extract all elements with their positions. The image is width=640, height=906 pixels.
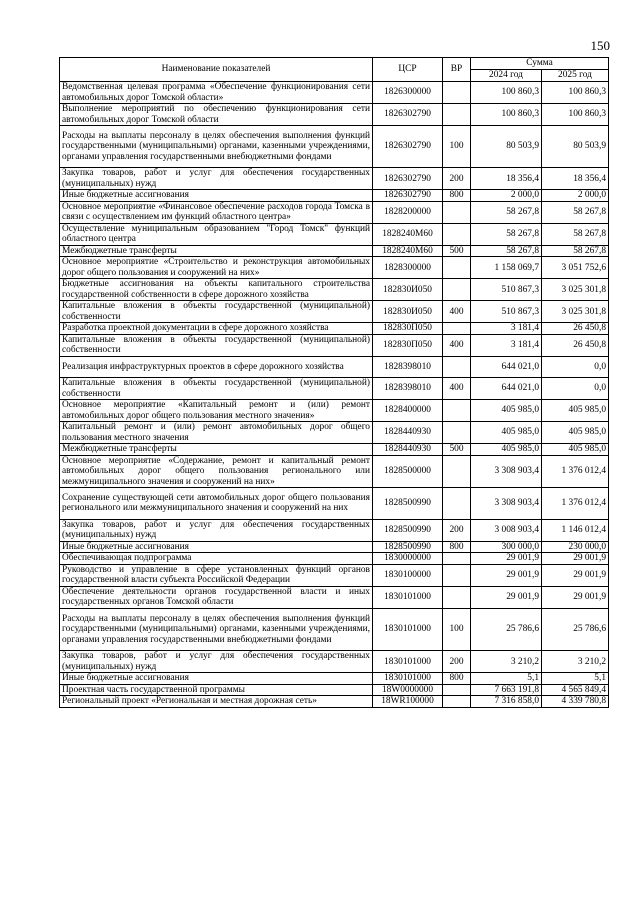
row-sum-2025: 100 860,3 — [542, 104, 609, 126]
row-vr — [443, 356, 471, 377]
row-sum-2024: 510 867,3 — [471, 301, 542, 323]
row-name: Межбюджетные трансферты — [60, 444, 373, 456]
row-vr — [443, 422, 471, 444]
row-sum-2024: 100 860,3 — [471, 104, 542, 126]
row-csr: 1826302790 — [373, 190, 443, 202]
row-name: Иные бюджетные ассигнования — [60, 541, 373, 553]
row-vr: 100 — [443, 608, 471, 650]
row-vr — [443, 553, 471, 565]
table-row — [60, 82, 609, 104]
row-name: Основное мероприятие «Строительство и реконструкция автомобильных дорог общего пользования и сооружений на них» — [60, 257, 373, 279]
row-sum-2025: 58 267,8 — [542, 201, 609, 223]
row-name: Сохранение существующей сети автомобильных дорог общего пользования регионального или межмуниципального значения и сооружений на них — [60, 488, 373, 520]
row-vr — [443, 82, 471, 104]
row-sum-2024: 510 867,3 — [471, 279, 542, 301]
row-csr: 1828400000 — [373, 400, 443, 422]
row-sum-2025: 1 376 012,4 — [542, 455, 609, 488]
row-sum-2025: 405 985,0 — [542, 422, 609, 444]
row-sum-2024: 3 308 903,4 — [471, 455, 542, 488]
row-sum-2024: 644 021,0 — [471, 378, 542, 400]
row-name: Осуществление муниципальным образованием "Город Томск" функций областного центра — [60, 223, 373, 245]
row-name: Реализация инфраструктурных проектов в сфере дорожного хозяйства — [60, 356, 373, 377]
table-row — [60, 422, 609, 444]
table-row — [60, 378, 609, 400]
row-name: Межбюджетные трансферты — [60, 245, 373, 257]
row-csr: 1826302790 — [373, 126, 443, 168]
row-csr: 1826300000 — [373, 82, 443, 104]
row-sum-2025: 0,0 — [542, 378, 609, 400]
row-sum-2025: 3 210,2 — [542, 651, 609, 673]
row-csr: 1826302790 — [373, 104, 443, 126]
row-sum-2024: 7 316 858,0 — [471, 696, 542, 708]
row-sum-2024: 3 181,4 — [471, 334, 542, 356]
row-sum-2024: 58 267,8 — [471, 223, 542, 245]
table-row — [60, 279, 609, 301]
row-csr: 1828500990 — [373, 541, 443, 553]
table-row — [60, 684, 609, 696]
row-name: Выполнение мероприятий по обеспечению функционирования сети автомобильных дорог Томской области — [60, 104, 373, 126]
row-sum-2025: 1 376 012,4 — [542, 488, 609, 520]
row-vr — [443, 455, 471, 488]
row-name: Разработка проектной документации в сфере дорожного хозяйства — [60, 323, 373, 335]
row-csr: 182830П050 — [373, 323, 443, 335]
table-row — [60, 553, 609, 565]
row-vr: 800 — [443, 541, 471, 553]
row-csr: 18W0000000 — [373, 684, 443, 696]
row-sum-2024: 18 356,4 — [471, 168, 542, 190]
row-sum-2025: 1 146 012,4 — [542, 519, 609, 541]
row-csr: 182830П050 — [373, 334, 443, 356]
row-vr: 200 — [443, 168, 471, 190]
row-csr: 1828440930 — [373, 422, 443, 444]
row-sum-2024: 29 001,9 — [471, 564, 542, 586]
table-row — [60, 586, 609, 608]
table-body — [60, 82, 609, 708]
row-csr: 1830101000 — [373, 673, 443, 685]
row-vr: 400 — [443, 334, 471, 356]
row-vr: 500 — [443, 444, 471, 456]
table-row — [60, 488, 609, 520]
row-sum-2025: 405 985,0 — [542, 444, 609, 456]
row-sum-2024: 300 000,0 — [471, 541, 542, 553]
row-sum-2025: 29 001,9 — [542, 586, 609, 608]
row-name: Расходы на выплаты персоналу в целях обеспечения выполнения функций государственными (муниципальными) органами, казенными учреждениями, органами управления государственными внебюджетными фондами — [60, 608, 373, 650]
table-row — [60, 519, 609, 541]
row-csr: 1830101000 — [373, 651, 443, 673]
row-csr: 1828440930 — [373, 444, 443, 456]
row-sum-2024: 29 001,9 — [471, 586, 542, 608]
row-name: Закупка товаров, работ и услуг для обеспечения государственных (муниципальных) нужд — [60, 519, 373, 541]
row-name: Капитальные вложения в объекты государственной (муниципальной) собственности — [60, 378, 373, 400]
table-row — [60, 356, 609, 377]
row-vr — [443, 104, 471, 126]
row-name: Закупка товаров, работ и услуг для обеспечения государственных (муниципальных) нужд — [60, 651, 373, 673]
table-row — [60, 168, 609, 190]
row-sum-2025: 2 000,0 — [542, 190, 609, 202]
table-row — [60, 323, 609, 335]
row-csr: 1828300000 — [373, 257, 443, 279]
row-sum-2025: 25 786,6 — [542, 608, 609, 650]
row-sum-2025: 26 450,8 — [542, 323, 609, 335]
row-sum-2024: 58 267,8 — [471, 201, 542, 223]
row-vr: 400 — [443, 301, 471, 323]
row-sum-2025: 29 001,9 — [542, 564, 609, 586]
header-name: Наименование показателей — [60, 58, 373, 82]
row-sum-2025: 405 985,0 — [542, 400, 609, 422]
row-name: Иные бюджетные ассигнования — [60, 190, 373, 202]
table-row — [60, 651, 609, 673]
header-vr: ВР — [443, 58, 471, 82]
table-row — [60, 190, 609, 202]
table-row — [60, 334, 609, 356]
row-vr — [443, 684, 471, 696]
table-row — [60, 564, 609, 586]
row-vr: 400 — [443, 378, 471, 400]
row-sum-2024: 3 181,4 — [471, 323, 542, 335]
row-vr — [443, 586, 471, 608]
row-name: Основное мероприятие «Содержание, ремонт и капитальный ремонт автомобильных дорог общего пользования регионального или межмуниципального значения и сооружений на них» — [60, 455, 373, 488]
table-row — [60, 673, 609, 685]
row-sum-2025: 29 001,9 — [542, 553, 609, 565]
row-sum-2025: 80 503,9 — [542, 126, 609, 168]
row-sum-2025: 26 450,8 — [542, 334, 609, 356]
row-sum-2024: 1 158 069,7 — [471, 257, 542, 279]
header-csr: ЦСР — [373, 58, 443, 82]
table-row — [60, 301, 609, 323]
row-csr: 1828500990 — [373, 519, 443, 541]
row-sum-2024: 25 786,6 — [471, 608, 542, 650]
row-vr — [443, 696, 471, 708]
row-sum-2024: 29 001,9 — [471, 553, 542, 565]
row-vr — [443, 279, 471, 301]
row-name: Иные бюджетные ассигнования — [60, 673, 373, 685]
row-name: Основное мероприятие «Капитальный ремонт и (или) ремонт автомобильных дорог общего пользования местного значения» — [60, 400, 373, 422]
header-2024: 2024 год — [471, 70, 542, 82]
row-vr — [443, 223, 471, 245]
row-sum-2025: 230 000,0 — [542, 541, 609, 553]
row-name: Капитальные вложения в объекты государственной (муниципальной) собственности — [60, 301, 373, 323]
row-sum-2025: 3 025 301,8 — [542, 279, 609, 301]
row-sum-2024: 405 985,0 — [471, 422, 542, 444]
row-vr: 800 — [443, 673, 471, 685]
budget-table — [59, 57, 609, 708]
row-sum-2024: 7 663 191,8 — [471, 684, 542, 696]
row-vr — [443, 488, 471, 520]
page-number: 150 — [590, 38, 610, 53]
table-row — [60, 257, 609, 279]
row-csr: 1828200000 — [373, 201, 443, 223]
row-sum-2024: 2 000,0 — [471, 190, 542, 202]
header-2025: 2025 год — [542, 70, 609, 82]
row-sum-2024: 80 503,9 — [471, 126, 542, 168]
row-name: Проектная часть государственной программы — [60, 684, 373, 696]
table-row — [60, 201, 609, 223]
row-vr — [443, 323, 471, 335]
row-vr: 100 — [443, 126, 471, 168]
row-sum-2025: 5,1 — [542, 673, 609, 685]
table-row — [60, 444, 609, 456]
row-vr — [443, 257, 471, 279]
row-csr: 1828500000 — [373, 455, 443, 488]
row-sum-2025: 58 267,8 — [542, 245, 609, 257]
row-sum-2024: 5,1 — [471, 673, 542, 685]
row-csr: 1830101000 — [373, 608, 443, 650]
table-row — [60, 541, 609, 553]
table-row — [60, 400, 609, 422]
row-name: Ведомственная целевая программа «Обеспечение функционирования сети автомобильных дорог Томской области» — [60, 82, 373, 104]
row-vr: 200 — [443, 519, 471, 541]
row-csr: 1828398010 — [373, 356, 443, 377]
row-sum-2025: 4 565 849,4 — [542, 684, 609, 696]
row-csr: 1828240М60 — [373, 223, 443, 245]
row-sum-2025: 100 860,3 — [542, 82, 609, 104]
row-vr — [443, 400, 471, 422]
header-sum: Сумма — [471, 58, 609, 70]
row-sum-2024: 405 985,0 — [471, 444, 542, 456]
row-sum-2024: 3 008 903,4 — [471, 519, 542, 541]
row-sum-2024: 644 021,0 — [471, 356, 542, 377]
row-sum-2024: 3 210,2 — [471, 651, 542, 673]
row-vr: 200 — [443, 651, 471, 673]
row-name: Закупка товаров, работ и услуг для обеспечения государственных (муниципальных) нужд — [60, 168, 373, 190]
row-csr: 1830100000 — [373, 564, 443, 586]
row-csr: 18WR100000 — [373, 696, 443, 708]
row-sum-2025: 4 339 780,8 — [542, 696, 609, 708]
row-csr: 1826302790 — [373, 168, 443, 190]
row-sum-2024: 405 985,0 — [471, 400, 542, 422]
row-csr: 1828398010 — [373, 378, 443, 400]
row-csr: 1830000000 — [373, 553, 443, 565]
row-vr — [443, 201, 471, 223]
row-sum-2025: 3 025 301,8 — [542, 301, 609, 323]
row-sum-2024: 100 860,3 — [471, 82, 542, 104]
row-sum-2024: 58 267,8 — [471, 245, 542, 257]
row-vr — [443, 564, 471, 586]
row-name: Основное мероприятие «Финансовое обеспечение расходов города Томска в связи с осуществлением им функций областного центра» — [60, 201, 373, 223]
table-row — [60, 223, 609, 245]
row-vr: 500 — [443, 245, 471, 257]
row-name: Капитальный ремонт и (или) ремонт автомобильных дорог общего пользования местного значения — [60, 422, 373, 444]
row-csr: 1828500990 — [373, 488, 443, 520]
row-sum-2025: 3 051 752,6 — [542, 257, 609, 279]
row-sum-2025: 0,0 — [542, 356, 609, 377]
table-row — [60, 455, 609, 488]
row-sum-2024: 3 308 903,4 — [471, 488, 542, 520]
row-name: Обеспечение деятельности органов государственной власти и иных государственных органов Томской области — [60, 586, 373, 608]
row-sum-2025: 18 356,4 — [542, 168, 609, 190]
row-vr: 800 — [443, 190, 471, 202]
row-csr: 182830И050 — [373, 279, 443, 301]
row-csr: 182830И050 — [373, 301, 443, 323]
row-sum-2025: 58 267,8 — [542, 223, 609, 245]
row-csr: 1828240М60 — [373, 245, 443, 257]
row-name: Капитальные вложения в объекты государственной (муниципальной) собственности — [60, 334, 373, 356]
table-row — [60, 696, 609, 708]
row-name: Региональный проект «Региональная и местная дорожная сеть» — [60, 696, 373, 708]
table-row — [60, 608, 609, 650]
row-name: Обеспечивающая подпрограмма — [60, 553, 373, 565]
row-name: Руководство и управление в сфере установленных функций органов государственной власти субъекта Российской Федерации — [60, 564, 373, 586]
table-row — [60, 126, 609, 168]
row-name: Бюджетные ассигнования на объекты капитального строительства государственной собственности в сфере дорожного хозяйства — [60, 279, 373, 301]
table-row — [60, 104, 609, 126]
row-csr: 1830101000 — [373, 586, 443, 608]
row-name: Расходы на выплаты персоналу в целях обеспечения выполнения функций государственными (муниципальными) органами, казенными учреждениями, органами управления государственными внебюджетными фондами — [60, 126, 373, 168]
table-row — [60, 245, 609, 257]
